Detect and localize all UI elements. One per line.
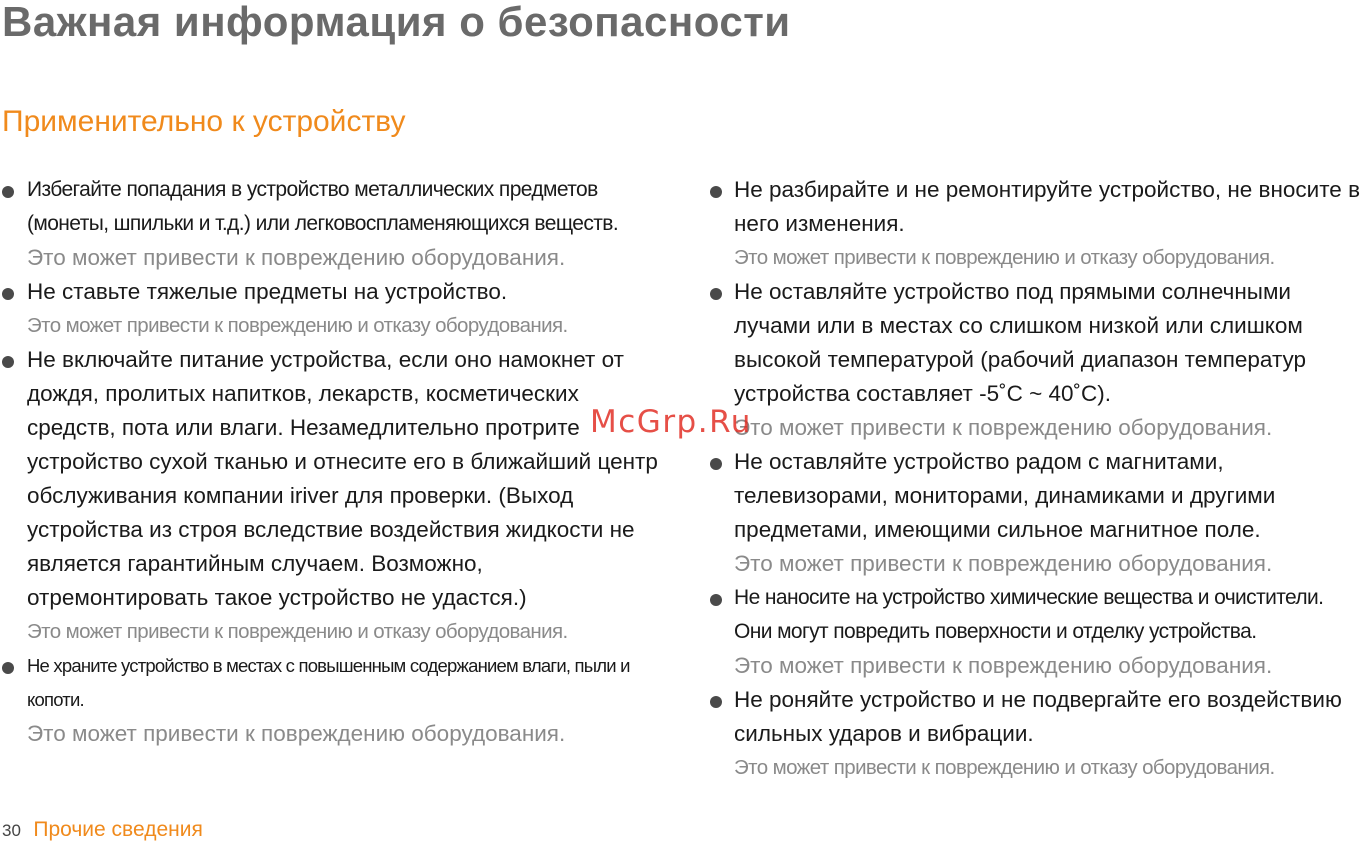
page-number: 30 [2, 821, 21, 840]
item-text: Не включайте питание устройства, если оно намокнет от дождя, пролитых напитков, лекарств, косметических средств, пота или влаги. Незамедлительно протрите устройство сухой тканью и отнесите его в ближайший центр обслуживания компании iriver для проверки. (Выход устройства из строя вследствие воздействия жидкости не является гарантийным случаем. Возможно, отремонтировать такое устройство не удастся.) [27, 347, 658, 610]
list-item [706, 173, 1362, 275]
watermark: McGrp.Ru [590, 404, 752, 440]
item-note: Это может привести к повреждению оборудования. [734, 415, 1273, 440]
list-item [0, 173, 670, 275]
list-item [706, 581, 1362, 683]
bullet-icon [2, 186, 14, 198]
bullet-icon [2, 356, 14, 368]
section-title: Применительно к устройству [2, 105, 406, 138]
item-text: Не оставляйте устройство под прямыми солнечными лучами или в местах со слишком низкой или слишком высокой температурой (рабочий диапазон температур устройства составляет -5˚C ~ 40˚C). [734, 279, 1307, 406]
bullet-icon [710, 594, 722, 606]
item-text: Не разбирайте и не ремонтируйте устройство, не вносите в него изменения. [734, 177, 1361, 236]
item-text: Не храните устройство в местах с повышенным содержанием влаги, пыли и копоти. [27, 655, 630, 710]
bullet-icon [2, 662, 14, 674]
item-text: Не наносите на устройство химические вещества и очистители. Они могут повредить поверхности и отделку устройства. [734, 586, 1324, 643]
right-column [706, 173, 1362, 785]
item-note: Это может привести к повреждению и отказу оборудования. [27, 314, 568, 337]
item-note: Это может привести к повреждению оборудования. [27, 721, 566, 746]
item-text: Не оставляйте устройство радом с магнитами, телевизорами, мониторами, динамиками и другими предметами, имеющими сильное магнитное поле. [734, 449, 1276, 542]
bullet-icon [710, 288, 722, 300]
bullet-icon [710, 696, 722, 708]
item-text: Не роняйте устройство и не подвергайте его воздействию сильных ударов и вибрации. [734, 687, 1342, 746]
item-note: Это может привести к повреждению и отказу оборудования. [27, 620, 568, 643]
list-item [706, 445, 1362, 581]
list-item [0, 275, 670, 343]
item-note: Это может привести к повреждению оборудования. [734, 551, 1273, 576]
item-text: Не ставьте тяжелые предметы на устройство. [27, 279, 508, 304]
footer-section-title: Прочие сведения [33, 818, 203, 841]
page-footer [2, 818, 203, 842]
list-item [706, 275, 1362, 445]
item-note: Это может привести к повреждению и отказу оборудования. [734, 756, 1275, 779]
bullet-icon [2, 288, 14, 300]
bullet-icon [710, 458, 722, 470]
page-title: Важная информация о безопасности [2, 0, 791, 45]
item-note: Это может привести к повреждению оборудования. [734, 653, 1273, 678]
item-note: Это может привести к повреждению оборудования. [27, 245, 566, 270]
list-item [706, 683, 1362, 785]
left-column [0, 173, 670, 751]
item-note: Это может привести к повреждению и отказу оборудования. [734, 246, 1275, 269]
item-text: Избегайте попадания в устройство металлических предметов (монеты, шпильки и т.д.) или легковоспламеняющихся веществ. [27, 178, 619, 235]
list-item [0, 343, 670, 649]
list-item [0, 649, 670, 751]
bullet-icon [710, 186, 722, 198]
